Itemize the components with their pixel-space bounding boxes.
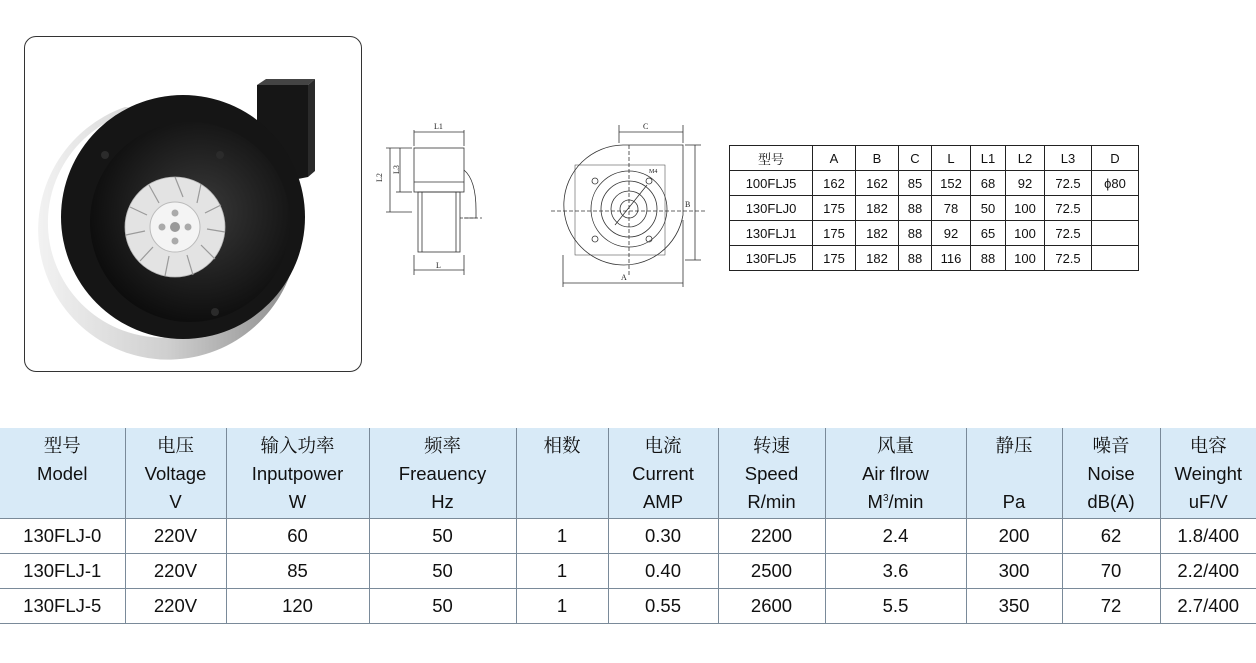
table-cell: 72.5 <box>1045 171 1092 196</box>
table-cell: 130FLJ-0 <box>0 519 125 554</box>
table-cell: 100FLJ5 <box>730 171 813 196</box>
table-cell: 175 <box>813 221 856 246</box>
table-cell <box>1092 196 1139 221</box>
table-cell: 2200 <box>718 519 825 554</box>
table-cell: 175 <box>813 196 856 221</box>
header-phase: 相数 <box>516 428 608 519</box>
table-row <box>0 589 1256 624</box>
table-cell: 88 <box>899 221 932 246</box>
header-capacitor: 电容 Weinght uF/V <box>1160 428 1256 519</box>
header-speed: 转速 Speed R/min <box>718 428 825 519</box>
table-row <box>730 221 1139 246</box>
table-cell: 220V <box>125 554 226 589</box>
dim-header-cell: L3 <box>1045 146 1092 171</box>
table-cell: 162 <box>856 171 899 196</box>
table-cell: 182 <box>856 221 899 246</box>
table-cell: 92 <box>932 221 971 246</box>
table-cell: 0.30 <box>608 519 718 554</box>
header-voltage: 电压 Voltage V <box>125 428 226 519</box>
table-row <box>730 246 1139 271</box>
dim-header-cell: L <box>932 146 971 171</box>
dim-header-cell: D <box>1092 146 1139 171</box>
dim-header-cell: A <box>813 146 856 171</box>
table-cell: 85 <box>226 554 369 589</box>
table-cell: 2.2/400 <box>1160 554 1256 589</box>
table-cell: 182 <box>856 246 899 271</box>
table-cell: 0.40 <box>608 554 718 589</box>
table-cell: 1.8/400 <box>1160 519 1256 554</box>
side-view-drawing <box>370 110 490 285</box>
table-cell: 50 <box>971 196 1006 221</box>
dim-label-m4: M4 <box>649 169 658 175</box>
header-input-power: 输入功率 Inputpower W <box>226 428 369 519</box>
dim-label-l3: L3 <box>392 165 401 174</box>
table-cell: 1 <box>516 519 608 554</box>
dim-header-cell: L2 <box>1006 146 1045 171</box>
table-cell: 88 <box>971 246 1006 271</box>
table-cell: 120 <box>226 589 369 624</box>
table-cell: 88 <box>899 246 932 271</box>
header-model: 型号 Model <box>0 428 125 519</box>
table-cell: 220V <box>125 519 226 554</box>
table-cell: ϕ80 <box>1092 171 1139 196</box>
table-cell: 72.5 <box>1045 196 1092 221</box>
table-cell: 2600 <box>718 589 825 624</box>
dim-label-l: L <box>436 261 441 270</box>
table-row <box>730 171 1139 196</box>
dimension-table-header <box>730 146 1139 171</box>
table-cell: 70 <box>1062 554 1160 589</box>
table-cell: 92 <box>1006 171 1045 196</box>
dim-label-c: C <box>643 122 649 131</box>
table-cell: 152 <box>932 171 971 196</box>
product-photo <box>24 36 362 372</box>
table-cell: 2.7/400 <box>1160 589 1256 624</box>
table-cell: 50 <box>369 589 516 624</box>
table-cell: 88 <box>899 196 932 221</box>
front-view-drawing <box>545 115 710 290</box>
table-cell: 2.4 <box>825 519 966 554</box>
table-cell: 3.6 <box>825 554 966 589</box>
header-current: 电流 Current AMP <box>608 428 718 519</box>
dim-label-l1: L1 <box>434 122 443 131</box>
table-cell <box>1092 221 1139 246</box>
table-cell: 130FLJ1 <box>730 221 813 246</box>
table-cell: 78 <box>932 196 971 221</box>
table-cell: 1 <box>516 554 608 589</box>
table-cell: 100 <box>1006 221 1045 246</box>
table-cell: 130FLJ0 <box>730 196 813 221</box>
table-cell: 5.5 <box>825 589 966 624</box>
dim-header-cell: L1 <box>971 146 1006 171</box>
table-cell: 162 <box>813 171 856 196</box>
table-cell: 130FLJ-1 <box>0 554 125 589</box>
table-cell: 220V <box>125 589 226 624</box>
table-cell: 116 <box>932 246 971 271</box>
spec-table-header <box>0 428 1256 519</box>
dim-header-cell: 型号 <box>730 146 813 171</box>
table-cell: 200 <box>966 519 1062 554</box>
table-cell: 2500 <box>718 554 825 589</box>
table-cell: 65 <box>971 221 1006 246</box>
table-cell: 72.5 <box>1045 221 1092 246</box>
dim-label-l2: L2 <box>375 173 384 182</box>
table-cell: 130FLJ5 <box>730 246 813 271</box>
dim-label-a: A <box>621 273 627 282</box>
header-air-flow: 风量 Air flrow $M^3/\min$ <box>825 428 966 519</box>
table-cell: 130FLJ-5 <box>0 589 125 624</box>
table-cell: 1 <box>516 589 608 624</box>
table-cell: 175 <box>813 246 856 271</box>
table-row <box>0 554 1256 589</box>
dimension-table <box>729 145 1139 271</box>
table-cell <box>1092 246 1139 271</box>
table-cell: 350 <box>966 589 1062 624</box>
table-cell: 72 <box>1062 589 1160 624</box>
table-cell: 182 <box>856 196 899 221</box>
table-row <box>0 519 1256 554</box>
header-static-pressure: 静压 Pa <box>966 428 1062 519</box>
table-cell: 60 <box>226 519 369 554</box>
dim-label-b: B <box>685 200 691 209</box>
header-noise: 噪音 Noise dB(A) <box>1062 428 1160 519</box>
dim-header-cell: C <box>899 146 932 171</box>
header-frequency: 频率 Freauency Hz <box>369 428 516 519</box>
table-cell: 300 <box>966 554 1062 589</box>
table-row <box>730 196 1139 221</box>
table-cell: 50 <box>369 519 516 554</box>
table-cell: 50 <box>369 554 516 589</box>
table-cell: 62 <box>1062 519 1160 554</box>
table-cell: 100 <box>1006 246 1045 271</box>
dim-header-cell: B <box>856 146 899 171</box>
spec-table <box>0 428 1256 624</box>
table-cell: 100 <box>1006 196 1045 221</box>
table-cell: 72.5 <box>1045 246 1092 271</box>
table-cell: 0.55 <box>608 589 718 624</box>
table-cell: 85 <box>899 171 932 196</box>
table-cell: 68 <box>971 171 1006 196</box>
